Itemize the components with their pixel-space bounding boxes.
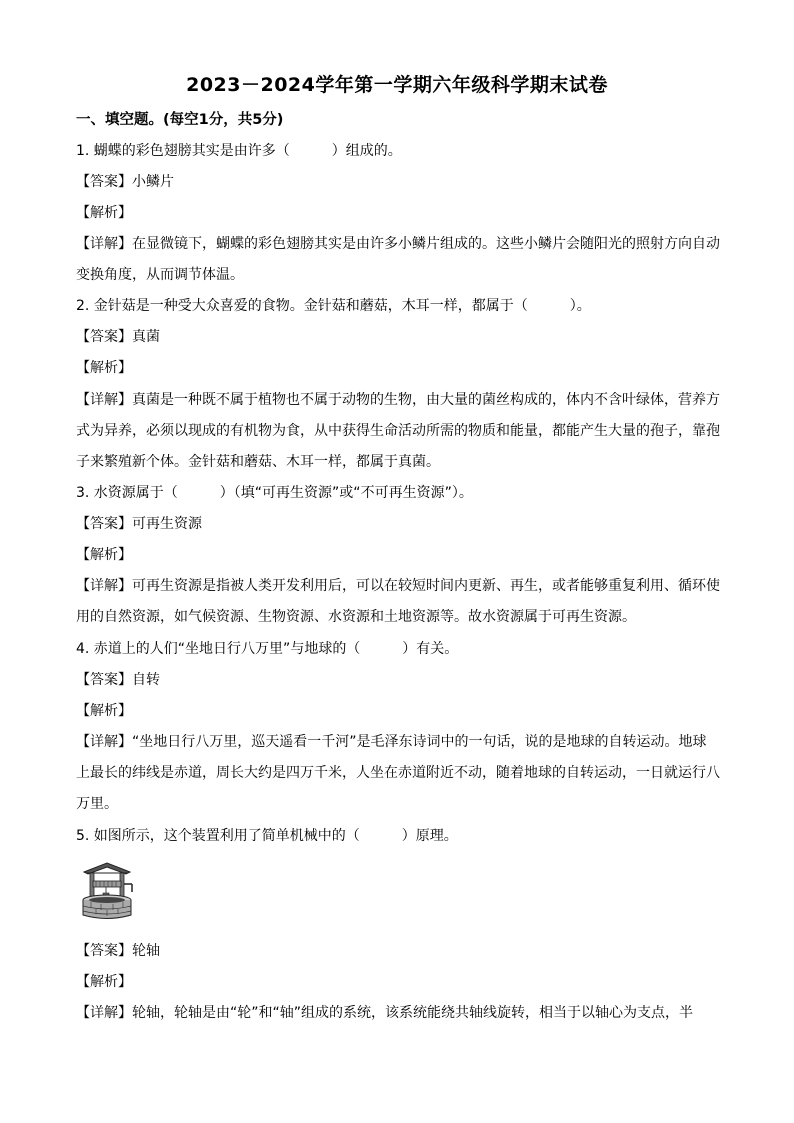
question-3: 3. 水资源属于（ ）（填“可再生资源”或“不可再生资源”）。 <box>76 485 473 501</box>
explanation-1-line-1: 【详解】在显微镜下，蝴蝶的彩色翅膀其实是由许多小鳞片组成的。这些小鳞片会随阳光的照射方向自动 <box>76 236 720 252</box>
answer-4: 【答案】自转 <box>76 672 160 688</box>
explanation-2-line-3: 子来繁殖新个体。金针菇和蘑菇、木耳一样，都属于真菌。 <box>76 454 440 470</box>
analysis-label-1: 【解析】 <box>76 205 132 221</box>
explanation-4-line-2: 上最长的纬线是赤道，周长大约是四万千米，人坐在赤道附近不动，随着地球的自转运动，一日就运行八 <box>76 765 720 781</box>
explanation-1-line-2: 变换角度，从而调节体温。 <box>76 267 244 283</box>
question-2: 2. 金针菇是一种受大众喜爱的食物。金针菇和蘑菇，木耳一样，都属于（ ）。 <box>76 298 591 314</box>
explanation-2-line-2: 式为异养，必须以现成的有机物为食，从中获得生命活动所需的物质和能量，都能产生大量的孢子，靠孢 <box>76 423 720 439</box>
question-5: 5. 如图所示，这个装置利用了简单机械中的（ ）原理。 <box>76 828 458 844</box>
well-windlass-illustration <box>76 860 138 922</box>
answer-5: 【答案】轮轴 <box>76 943 160 959</box>
analysis-label-4: 【解析】 <box>76 703 132 719</box>
explanation-2-line-1: 【详解】真菌是一种既不属于植物也不属于动物的生物，由大量的菌丝构成的，体内不含叶绿体，营养方 <box>76 392 720 408</box>
section-heading: 一、填空题。(每空1分，共5分) <box>76 112 284 128</box>
question-1: 1. 蝴蝶的彩色翅膀其实是由许多（ ）组成的。 <box>76 143 402 159</box>
explanation-4-line-3: 万里。 <box>76 796 118 812</box>
explanation-4-line-1: 【详解】“坐地日行八万里，巡天遥看一千河”是毛泽东诗词中的一句话，说的是地球的自转运动。地球 <box>76 734 707 750</box>
analysis-label-5: 【解析】 <box>76 974 132 990</box>
answer-2: 【答案】真菌 <box>76 329 160 345</box>
analysis-label-2: 【解析】 <box>76 360 132 376</box>
analysis-label-3: 【解析】 <box>76 547 132 563</box>
well-icon <box>76 860 138 922</box>
question-4: 4. 赤道上的人们“坐地日行八万里”与地球的（ ）有关。 <box>76 641 459 657</box>
explanation-3-line-2: 用的自然资源，如气候资源、生物资源、水资源和土地资源等。故水资源属于可再生资源。 <box>76 609 636 625</box>
explanation-5-line-1: 【详解】轮轴，轮轴是由“轮”和“轴”组成的系统，该系统能绕共轴线旋转，相当于以轴心为支点，半 <box>76 1005 694 1021</box>
answer-3: 【答案】可再生资源 <box>76 516 202 532</box>
exam-title: 2023－2024学年第一学期六年级科学期末试卷 <box>186 74 608 96</box>
explanation-3-line-1: 【详解】可再生资源是指被人类开发利用后，可以在较短时间内更新、再生，或者能够重复利用、循环使 <box>76 578 720 594</box>
answer-1: 【答案】小鳞片 <box>76 174 174 190</box>
